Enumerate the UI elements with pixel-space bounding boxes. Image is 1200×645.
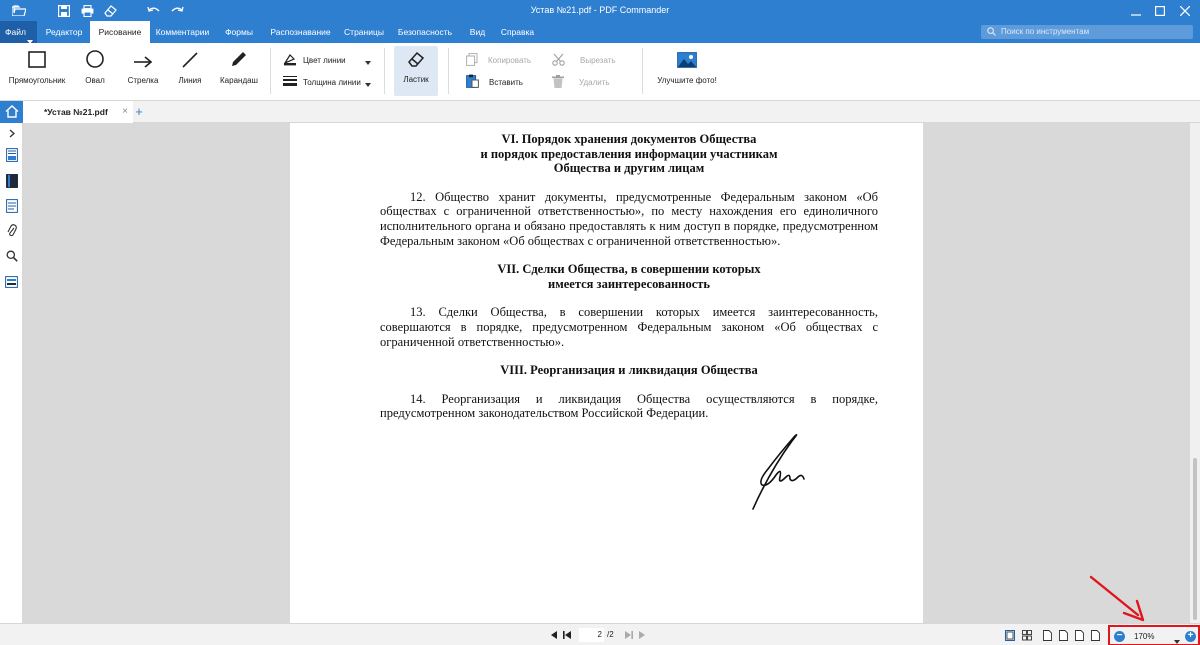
delete-button[interactable] [552,74,632,90]
maximize-icon[interactable] [1152,3,1168,18]
last-page-icon[interactable] [624,629,634,641]
tab-pages-label: Страницы [344,27,384,37]
tab-recognition[interactable] [263,21,338,43]
section-7-heading-line-2: имеется заинтересованность [548,276,710,291]
rectangle-label: Прямоугольник [8,76,66,85]
full-screen-icon[interactable] [1090,629,1101,641]
trash-icon [552,75,564,90]
title-bar [0,0,1200,21]
fit-width-icon[interactable] [1058,629,1069,641]
copy-button[interactable] [466,52,546,68]
zoom-control [1108,625,1200,645]
first-page-icon[interactable] [562,629,572,641]
section-8-heading: VIII. Реорганизация и ликвидация Общества [500,363,758,378]
tab-recognition-label: Распознавание [270,27,331,37]
chevron-down-icon [365,58,371,67]
document-tab-strip [0,101,1200,123]
oval-icon [86,50,104,70]
tab-help[interactable] [495,21,540,43]
document-list-icon[interactable] [4,198,19,213]
close-tab-icon[interactable]: × [122,106,128,117]
minimize-icon[interactable] [1128,3,1144,18]
tab-comments[interactable] [150,21,215,43]
thumbnails-icon[interactable] [4,147,19,162]
attachment-icon[interactable] [4,223,19,238]
single-page-view-icon[interactable] [1004,629,1015,641]
cut-button[interactable] [552,52,632,68]
chevron-down-icon [365,80,371,89]
ribbon-separator [448,48,449,94]
pencil-label: Карандаш [220,76,258,85]
tab-view-label: Вид [469,27,486,37]
tab-comments-label: Комментарии [155,27,210,37]
next-page-icon[interactable] [637,629,647,641]
annotation-arrow [1088,575,1148,625]
status-bar [0,623,1200,645]
layers-panel-icon[interactable] [4,274,19,289]
menu-bar [0,21,1200,43]
paragraph-13: 13. Сделки Общества, в совершении которых имеется заинтересованность, совершаются в порядке, предусмотренном Федеральным законом «Об обществах с ограниченной ответственностью». [380,305,878,349]
tab-forms[interactable] [215,21,263,43]
enhance-photo-button[interactable] [652,43,722,101]
home-button[interactable] [0,101,23,123]
line-width-label: Толщина линии [303,77,361,87]
search-icon [987,27,996,41]
signature [750,431,810,513]
zoom-in-button[interactable]: + [1185,631,1196,642]
line-color-label: Цвет линии [303,55,346,65]
fit-page-icon[interactable] [1042,629,1053,641]
page-text [380,132,878,421]
bookmarks-icon[interactable] [4,173,19,188]
rectangle-tool[interactable] [5,43,69,101]
line-width-icon [283,76,297,88]
home-icon [5,105,19,120]
arrow-tool[interactable] [122,43,164,101]
file-menu-button[interactable] [0,21,37,43]
zoom-out-button[interactable]: − [1114,631,1125,642]
page-number-input[interactable]: 2 [579,628,604,642]
two-page-view-icon[interactable] [1021,629,1032,641]
line-tool[interactable] [172,43,208,101]
new-tab-button[interactable]: + [135,104,143,119]
tab-editor-label: Редактор [45,27,83,37]
tab-security-label: Безопасность [397,27,453,37]
tab-security[interactable] [390,21,460,43]
tab-forms-label: Формы [225,27,253,37]
chevron-right-icon[interactable] [4,126,19,141]
document-tab-label: *Устав №21.pdf [44,107,108,117]
photo-icon [677,52,697,70]
ribbon-separator [270,48,271,94]
section-6-heading-line-1: VI. Порядок хранения документов Общества [501,132,757,146]
section-7-heading-line-1: VII. Сделки Общества, в совершении которых [497,262,761,277]
color-palette-icon [283,53,297,68]
chevron-down-icon [1174,635,1180,645]
scrollbar-thumb[interactable] [1193,458,1197,620]
eraser-label: Ластик [403,75,429,84]
paragraph-12: 12. Общество хранит документы, предусмотренные Федеральным законом «Об обществах с ограниченной ответственностью», по месту нахождения его единоличного исполнительного органа и обязано предоставлять к ним доступ в порядке, предусмотренном Федеральным законом «Об обществах с ограниченной ответственностью». [380,189,878,248]
ribbon-separator [384,48,385,94]
paste-icon [466,74,479,90]
ribbon-toolbar [0,43,1200,101]
file-menu-label: Файл [5,27,26,37]
zoom-value-label: 170% [1134,632,1155,641]
tab-editor[interactable] [38,21,90,43]
arrow-icon [134,56,152,70]
eraser-tool[interactable] [394,46,438,96]
tab-drawing-label: Рисование [98,27,142,37]
paste-button[interactable] [466,74,546,90]
copy-icon [466,53,478,68]
line-width-dropdown[interactable] [283,74,373,90]
actual-size-icon[interactable] [1074,629,1085,641]
line-icon [182,52,198,70]
tab-drawing[interactable] [90,21,150,43]
enhance-photo-label: Улучшите фото! [657,76,717,85]
left-sidebar [0,123,23,623]
window-title: Устав №21.pdf - PDF Commander [530,5,670,15]
tab-help-label: Справка [500,27,535,37]
previous-page-icon[interactable] [549,629,559,641]
vertical-scrollbar[interactable] [1190,123,1200,623]
section-6-heading-line-2: и порядок предоставления информации участникам [480,146,778,161]
zoom-select[interactable] [1126,630,1186,643]
paragraph-14: 14. Реорганизация и ликвидация Общества осуществляются в порядке, предусмотренном законодательством Российской Федерации. [380,391,878,421]
search-icon[interactable] [4,248,19,263]
pencil-icon [230,50,248,70]
tool-search-input[interactable] [981,25,1193,39]
tab-pages[interactable] [338,21,390,43]
paste-label: Вставить [489,77,523,87]
line-color-dropdown[interactable] [283,52,373,68]
search-placeholder: Поиск по инструментам [1001,27,1090,36]
copy-label: Копировать [488,55,532,65]
oval-tool[interactable] [76,43,114,101]
oval-label: Овал [85,76,105,85]
cut-label: Вырезать [580,55,616,65]
close-window-icon[interactable] [1177,3,1193,18]
document-viewport[interactable] [23,123,1190,623]
section-6-heading-line-3: Обществa и другим лицам [553,161,705,176]
scissors-icon [552,53,565,68]
pencil-tool[interactable] [216,43,262,101]
arrow-label: Стрелка [127,76,159,85]
eraser-icon [407,51,425,69]
rectangle-icon [28,51,46,70]
pdf-page[interactable] [290,123,923,623]
tab-view[interactable] [460,21,495,43]
ribbon-separator [642,48,643,94]
page-total: /2 [607,630,614,639]
line-label: Линия [178,76,202,85]
document-tab[interactable] [23,101,133,123]
delete-label: Удалить [579,77,610,87]
